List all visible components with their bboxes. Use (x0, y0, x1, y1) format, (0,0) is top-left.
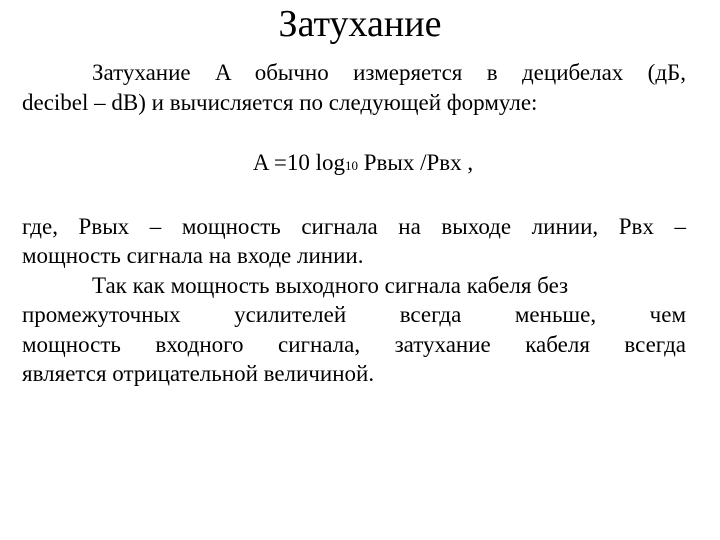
intro-line-1: Затухание A обычно измеряется в децибелах (дБ, (92, 60, 686, 85)
intro-line-2: decibel – dB) и вычисляется по следующей формуле: (22, 89, 538, 115)
slide-title: Затухание (278, 3, 442, 45)
explanation-paragraph (22, 212, 686, 271)
formula (22, 148, 686, 181)
conclusion-line-2: промежуточных усилителей всегда меньше, чем (22, 302, 686, 327)
intro-paragraph (22, 58, 686, 117)
conclusion-paragraph (22, 271, 686, 389)
conclusion-line-4: является отрицательной величиной. (22, 361, 375, 386)
explanation-line-1: где, Рвых – мощность сигнала на выходе линии, Рвх – (22, 213, 686, 239)
formula-rhs: Рвых /Рвх , (358, 150, 474, 175)
spacer (22, 181, 686, 212)
spacer (22, 117, 686, 148)
formula-lhs: A =10 log (252, 150, 346, 175)
slide-body (22, 58, 686, 389)
conclusion-line-3: мощность входного сигнала, затухание кабеля всегда (22, 331, 686, 357)
formula-subscript: 10 (345, 158, 359, 173)
conclusion-line-1: Так как мощность выходного сигнала кабеля без (92, 272, 569, 298)
explanation-line-2: мощность сигнала на входе линии. (22, 243, 364, 268)
